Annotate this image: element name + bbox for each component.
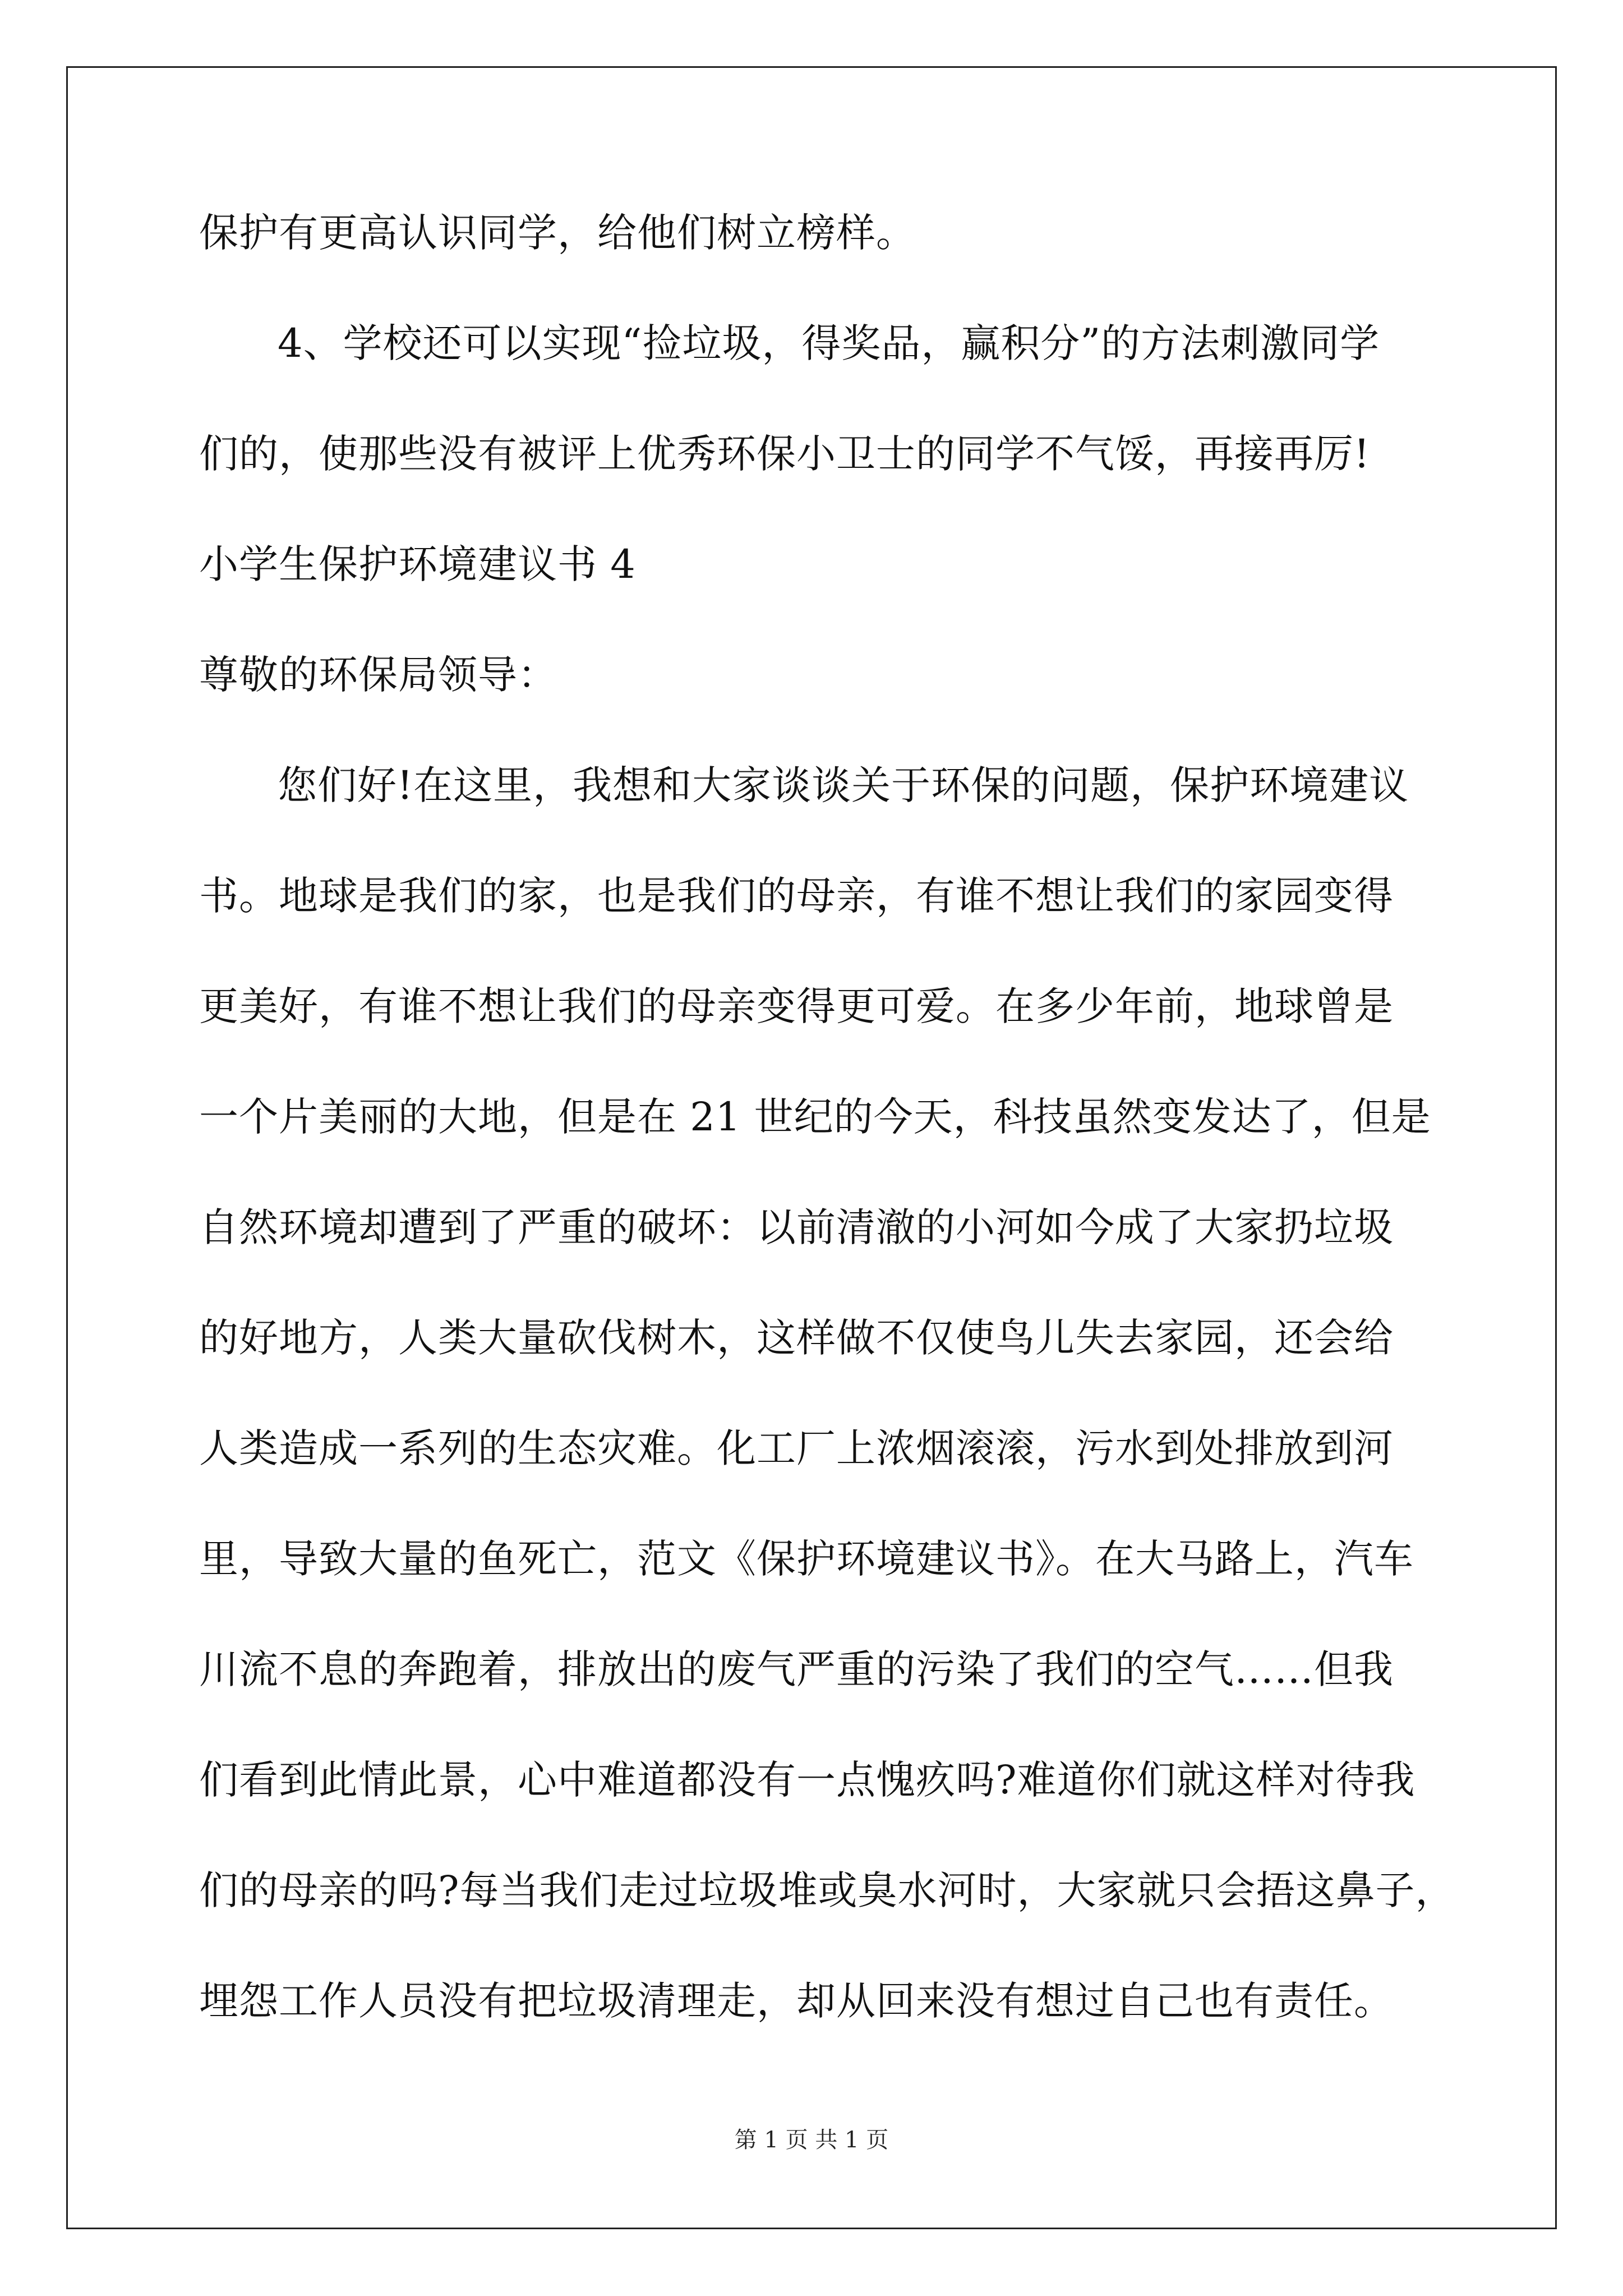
paragraph-line: 一个片美丽的大地，但是在 21 世纪的今天，科技虽然变发达了，但是 bbox=[199, 1094, 1431, 1140]
paragraph-line: 埋怨工作人员没有把垃圾清理走，却从回来没有想过自己也有责任。 bbox=[199, 1978, 1394, 2024]
page-number-footer: 第 1 页 共 1 页 bbox=[734, 2127, 889, 2153]
paragraph-line: 书。地球是我们的家，也是我们的母亲，有谁不想让我们的家园变得 bbox=[199, 873, 1394, 919]
paragraph-line: 人类造成一系列的生态灾难。化工厂上浓烟滚滚，污水到处排放到河 bbox=[199, 1425, 1394, 1471]
paragraph-line: 保护有更高认识同学，给他们树立榜样。 bbox=[199, 210, 916, 256]
paragraph-line: 的好地方，人类大量砍伐树木，这样做不仅使鸟儿失去家园，还会给 bbox=[199, 1315, 1394, 1361]
paragraph-line: 川流不息的奔跑着，排放出的废气严重的污染了我们的空气……但我 bbox=[199, 1646, 1394, 1692]
salutation: 尊敬的环保局领导： bbox=[199, 652, 557, 698]
paragraph-line: 您们好!在这里，我想和大家谈谈关于环保的问题，保护环境建议 bbox=[278, 762, 1409, 808]
paragraph-line: 里，导致大量的鱼死亡，范文《保护环境建议书》。在大马路上，汽车 bbox=[199, 1536, 1414, 1582]
section-heading: 小学生保护环境建议书 4 bbox=[199, 541, 636, 587]
paragraph-line: 更美好，有谁不想让我们的母亲变得更可爱。在多少年前，地球曾是 bbox=[199, 983, 1394, 1029]
paragraph-line: 们看到此情此景，心中难道都没有一点愧疚吗?难道你们就这样对待我 bbox=[199, 1757, 1415, 1803]
paragraph-line: 自然环境却遭到了严重的破坏：以前清澈的小河如今成了大家扔垃圾 bbox=[199, 1204, 1394, 1250]
paragraph-line: 们的母亲的吗?每当我们走过垃圾堆或臭水河时，大家就只会捂这鼻子， bbox=[199, 1867, 1455, 1913]
paragraph-line: 们的，使那些没有被评上优秀环保小卫士的同学不气馁，再接再厉! bbox=[199, 431, 1371, 477]
paragraph-line: 4、学校还可以实现“捡垃圾，得奖品，赢积分”的方法刺激同学 bbox=[278, 320, 1380, 366]
